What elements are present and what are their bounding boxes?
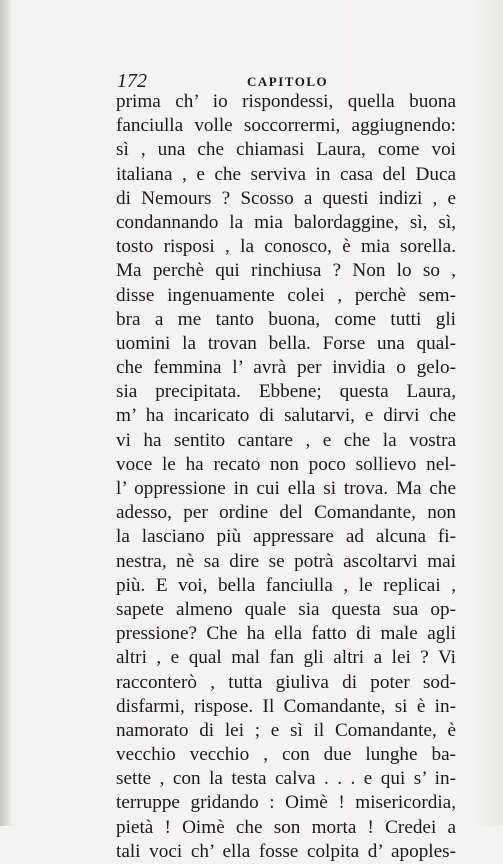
text-line: adesso, per ordine del Comandante, non	[116, 502, 456, 524]
text-line: più. E voi, bella fanciulla , le replicai ,	[116, 574, 456, 596]
text-line: sia precipitata. Ebbene; questa Laura,	[116, 381, 456, 403]
text-line: Ma perchè qui rinchiusa ? Non lo so ,	[116, 260, 456, 282]
text-line: di Nemours ? Scosso a questi indizi , e	[116, 187, 456, 209]
text-line: tali voci ch’ ella fosse colpita d’ apoples-	[116, 840, 456, 862]
text-line: namorato di lei ; e sì il Comandante, è	[116, 719, 456, 741]
text-line: che femmina l’ avrà per invidia o gelo-	[116, 357, 456, 379]
text-line: tosto risposi , la conosco, è mia sorella.	[116, 236, 456, 258]
text-line: nestra, nè sa dire se potrà ascoltarvi mai	[116, 550, 456, 572]
text-line: uomini la trovan bella. Forse una qual-	[116, 332, 456, 354]
text-line: m’ ha incaricato di salutarvi, e dirvi che	[116, 405, 456, 427]
text-line: la lasciano più appressare ad alcuna fi-	[116, 526, 456, 548]
running-title: CAPITOLO	[247, 74, 329, 89]
binding-shadow	[0, 0, 12, 826]
text-line: sette , con la testa calva . . . e qui s’ in-	[116, 768, 456, 790]
text-line: pietà ! Oimè che son morta ! Credei a	[116, 816, 456, 838]
text-line: terruppe gridando : Oimè ! misericordia,	[116, 792, 456, 814]
text-line: prima ch’ io rispondessi, quella buona	[116, 91, 456, 112]
text-line: bra a me tanto buona, come tutti gli	[116, 308, 456, 330]
text-line: voce le ha recato non poco sollievo nel-	[116, 453, 456, 475]
text-line: sì , una che chiamasi Laura, come voi	[116, 139, 456, 161]
text-line: vi ha sentito cantare , e che la vostra	[116, 429, 456, 451]
text-line: racconterò , tutta giuliva di poter sod-	[116, 671, 456, 693]
page-number: 172	[117, 70, 147, 92]
body-text	[116, 90, 456, 864]
text-line: vecchio vecchio , con due lunghe ba-	[116, 744, 456, 766]
text-line: l’ oppressione in cui ella si trova. Ma che	[116, 478, 456, 499]
text-line: fanciulla volle soccorrermi, aggiugnendo:	[116, 115, 456, 137]
text-line: altri , e qual mal fan gli altri a lei ? Vi	[116, 647, 456, 669]
text-line: condannando la mia balordaggine, sì, sì,	[116, 211, 456, 233]
text-line: pressione? Che ha ella fatto di male agli	[116, 623, 456, 645]
text-line: disse ingenuamente colei , perchè sem-	[116, 284, 456, 306]
text-line: italiana , e che serviva in casa del Duca	[116, 163, 456, 185]
text-line: disfarmi, rispose. Il Comandante, si è in-	[116, 695, 456, 717]
text-line: sapete almeno quale sia questa sua op-	[116, 598, 456, 620]
